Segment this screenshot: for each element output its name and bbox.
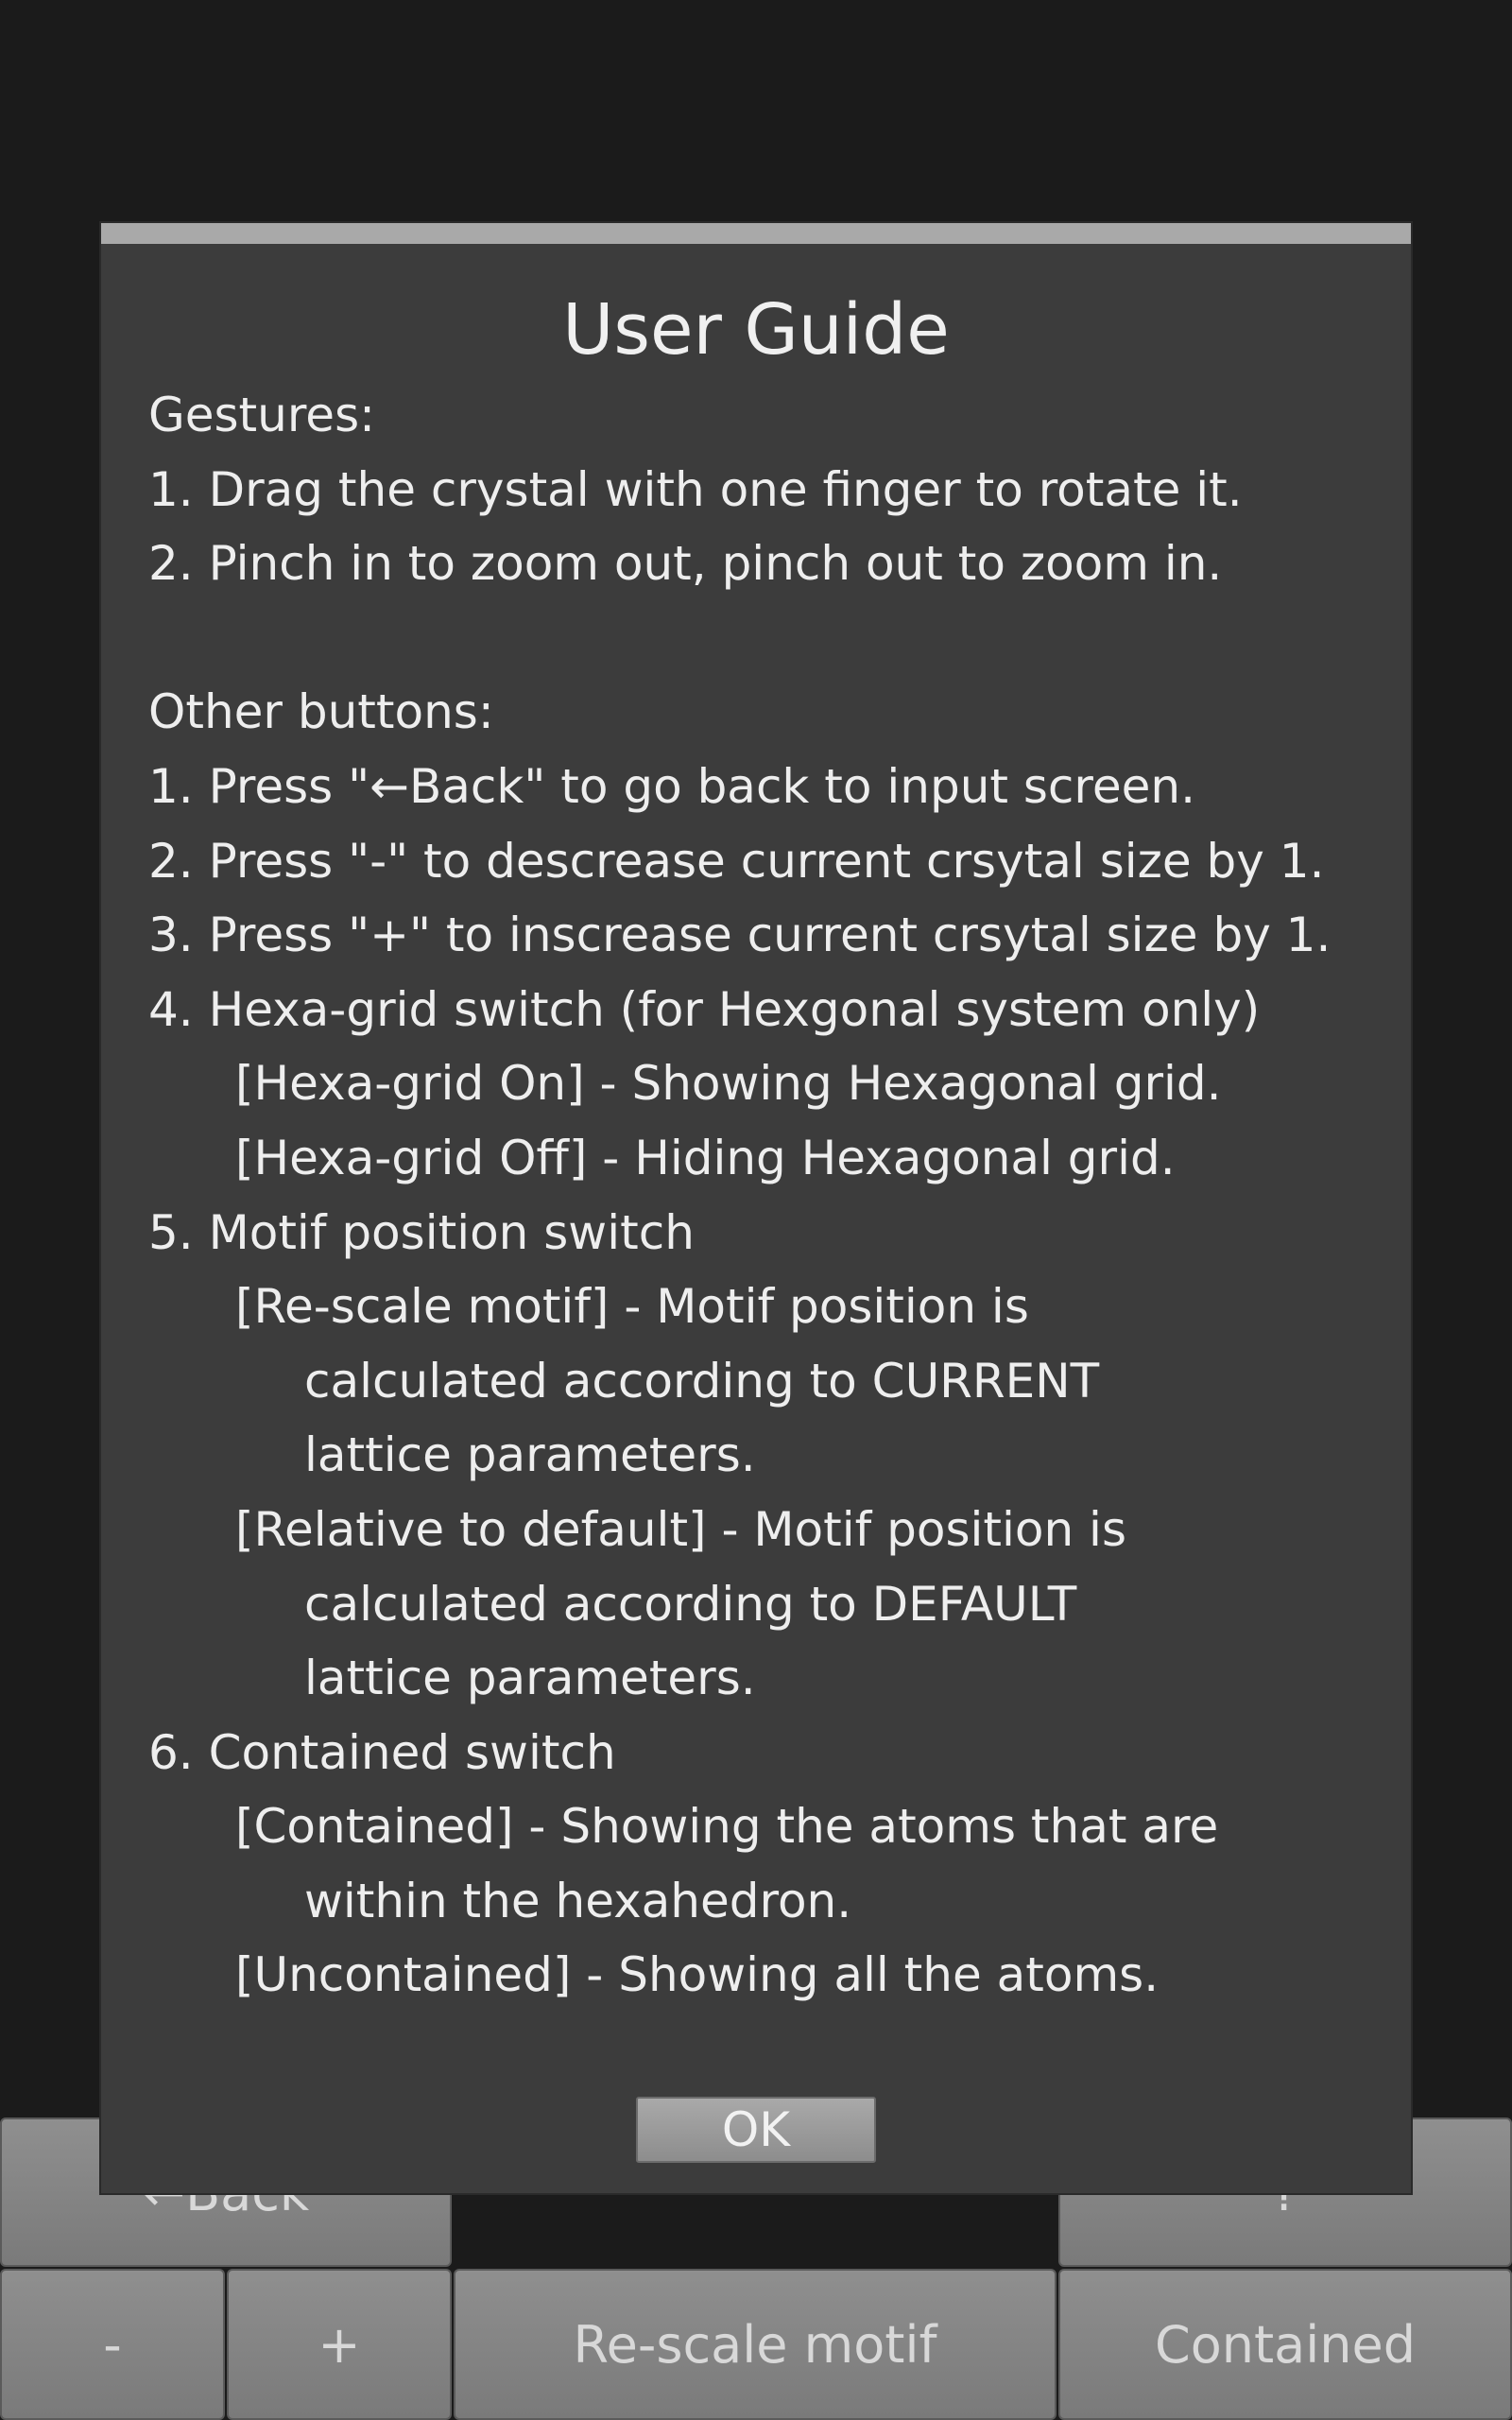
ok-button[interactable]: OK xyxy=(636,2097,876,2163)
guide-line: 2. Press "-" to descrease current crsytal size by 1. xyxy=(148,833,1325,889)
contained-switch[interactable]: Contained xyxy=(1058,2269,1512,2420)
guide-line: [Relative to default] - Motif position is xyxy=(235,1501,1126,1557)
guide-line: 5. Motif position switch xyxy=(148,1204,695,1260)
guide-line: calculated according to CURRENT xyxy=(304,1353,1100,1409)
guide-line: [Re-scale motif] - Motif position is xyxy=(235,1279,1029,1335)
increase-size-button[interactable]: + xyxy=(227,2269,452,2420)
guide-line: 4. Hexa-grid switch (for Hexgonal system only) xyxy=(148,981,1261,1037)
guide-line: lattice parameters. xyxy=(304,1651,756,1706)
guide-line: within the hexahedron. xyxy=(304,1873,852,1928)
guide-line xyxy=(148,601,1386,676)
decrease-size-button[interactable]: - xyxy=(0,2269,225,2420)
guide-text xyxy=(148,378,1386,2013)
motif-position-switch[interactable]: Re-scale motif xyxy=(454,2269,1057,2420)
guide-line: [Uncontained] - Showing all the atoms. xyxy=(235,1947,1160,2003)
guide-line: [Hexa-grid On] - Showing Hexagonal grid. xyxy=(235,1056,1222,1112)
guide-line: 1. Press "←Back" to go back to input screen. xyxy=(148,758,1195,814)
guide-line: 6. Contained switch xyxy=(148,1724,616,1780)
guide-line: calculated according to DEFAULT xyxy=(304,1576,1077,1632)
guide-line: 3. Press "+" to inscrease current crsytal size by 1. xyxy=(148,908,1332,963)
dialog-title: User Guide xyxy=(562,289,950,371)
guide-line: 1. Drag the crystal with one finger to rotate it. xyxy=(148,461,1243,517)
guide-line: lattice parameters. xyxy=(304,1427,756,1483)
guide-line: [Contained] - Showing the atoms that are xyxy=(235,1799,1219,1855)
guide-line: Other buttons: xyxy=(148,684,494,740)
guide-line: [Hexa-grid Off] - Hiding Hexagonal grid. xyxy=(235,1130,1176,1185)
user-guide-dialog xyxy=(101,223,1411,2193)
guide-line: 2. Pinch in to zoom out, pinch out to zoom in. xyxy=(148,536,1223,592)
guide-line: Gestures: xyxy=(148,388,375,442)
